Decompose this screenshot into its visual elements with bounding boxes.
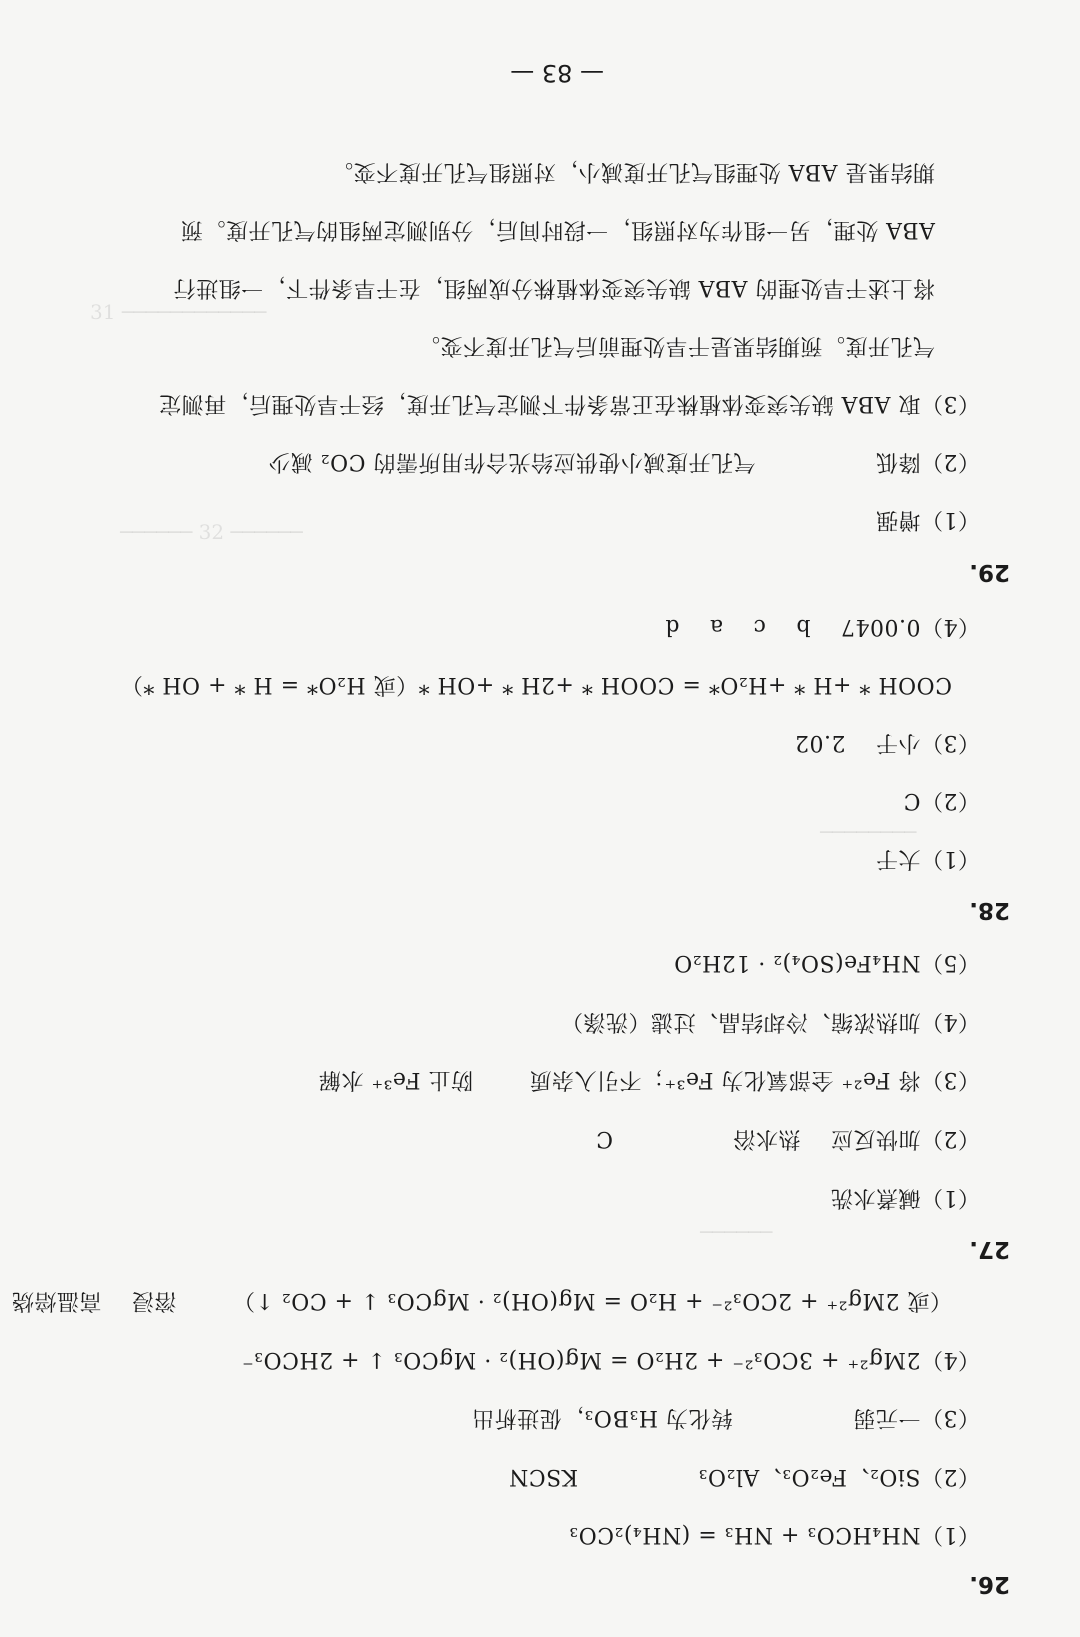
q27-answer-1: （1）碱煮水洗	[830, 1185, 980, 1210]
q27-answer-2-main: （2）加快反应	[830, 1126, 980, 1151]
q27-answer-3-extra: 防止 Fe³⁺ 水解	[318, 1067, 473, 1092]
q26-answer-2-extra: KSCN	[508, 1464, 579, 1489]
q28-answer-4-d: d	[664, 614, 680, 639]
q28-answer-3-main: （3）小于	[875, 730, 980, 755]
q29-answer-2-main: （2）降低	[875, 449, 980, 474]
q28-answer-3-equation: COOH * +H * +H₂O* = COOH * +2H * +OH *（或 H₂O* = H * + OH *）	[120, 672, 952, 697]
q27-answer-3-main: （3）将 Fe²⁺ 全部氧化为 Fe³⁺；不引入杂质	[528, 1067, 980, 1092]
q29-answer-3-line-1: （3）取 ABA 缺失突变体植株在正常条件下测定气孔开度，经干旱处理后，再测定	[158, 391, 980, 416]
q29-answer-3-line-3: 将上述干旱处理的 ABA 缺失突变体植株分成两组，在干旱条件下，一组进行	[173, 275, 935, 300]
q29-answer-2-extra: 气孔开度减小使供应给光合作用所需的 CO₂ 减少	[267, 449, 756, 474]
q29-answer-3-line-5: 期结果是 ABA 处理组气孔开度减小，对照组气孔开度不变。	[330, 159, 935, 184]
q27-answer-2-mid: 热水浴	[732, 1126, 801, 1151]
q28-answer-4-b: b	[795, 614, 811, 639]
q26-answer-3-main: （3）一元弱	[853, 1405, 980, 1430]
bleed-through-mark: 31 ────────────	[90, 300, 267, 324]
q26-answer-2-main: （2）SiO₂、Fe₂O₃、Al₂O₃	[698, 1464, 980, 1489]
q27-answer-5: （5）NH₄Fe(SO₄)₂ · 12H₂O	[673, 950, 980, 975]
q27-answer-2-extra: C	[595, 1126, 613, 1151]
bleed-through-mark: ────────	[820, 820, 917, 844]
page-number: — 83 —	[510, 59, 604, 87]
q28-answer-3	[795, 727, 980, 757]
q28-answer-4	[665, 611, 980, 641]
question-27-label: 27.	[969, 1236, 1010, 1262]
bleed-through-mark: ──────	[700, 1220, 773, 1244]
q26-answer-4-extra-2: 高温焙烧	[11, 1288, 102, 1313]
q28-answer-2: （2）C	[903, 788, 980, 813]
q26-answer-4-alt-eq: （或 2Mg²⁺ + 2CO₃²⁻ + H₂O = Mg(OH)₂ · MgCO₃ ↓ + CO₂ ↑）	[232, 1288, 952, 1313]
q26-answer-4: （4）2Mg²⁺ + 3CO₃²⁻ + 2H₂O = Mg(OH)₂ · MgCO₃ ↓ + 2HCO₃⁻	[241, 1347, 980, 1372]
question-26-label: 26.	[969, 1571, 1010, 1597]
q29-answer-2	[268, 446, 980, 476]
q28-answer-4-a: a	[709, 614, 724, 639]
q26-answer-4-alt	[11, 1285, 952, 1315]
bleed-through-mark: ────── 32 ──────	[120, 520, 303, 544]
question-28-label: 28.	[969, 897, 1010, 923]
q29-answer-1: （1）增强	[875, 507, 980, 532]
q26-answer-1: （1）NH₄HCO₃ + NH₃ = (NH₄)₂CO₃	[568, 1522, 980, 1547]
q26-answer-2	[509, 1461, 980, 1491]
q27-answer-2	[596, 1123, 980, 1153]
q28-answer-3-extra: 2.02	[794, 730, 846, 755]
q29-answer-3-line-2: 气孔开度。预期结果是干旱处理前后气孔开度不变。	[417, 333, 935, 358]
q26-answer-3-extra: 转化为 H₃BO₃，促进析出	[471, 1405, 733, 1430]
q26-answer-3	[472, 1402, 980, 1432]
q29-answer-3-line-4: ABA 处理，另一组作为对照组，一段时间后，分别测定两组的气孔开度。预	[180, 217, 935, 242]
q26-answer-4-extra-1: 溶浸	[131, 1288, 177, 1313]
q27-answer-3	[318, 1064, 980, 1094]
question-29-label: 29.	[969, 559, 1010, 585]
q28-answer-4-main: （4）0.0047	[840, 614, 980, 639]
q27-answer-4: （4）加热浓缩、冷却结晶、过滤（洗涤）	[560, 1009, 980, 1034]
q28-answer-1: （1）大于	[875, 846, 980, 871]
q28-answer-4-c: c	[753, 614, 766, 639]
